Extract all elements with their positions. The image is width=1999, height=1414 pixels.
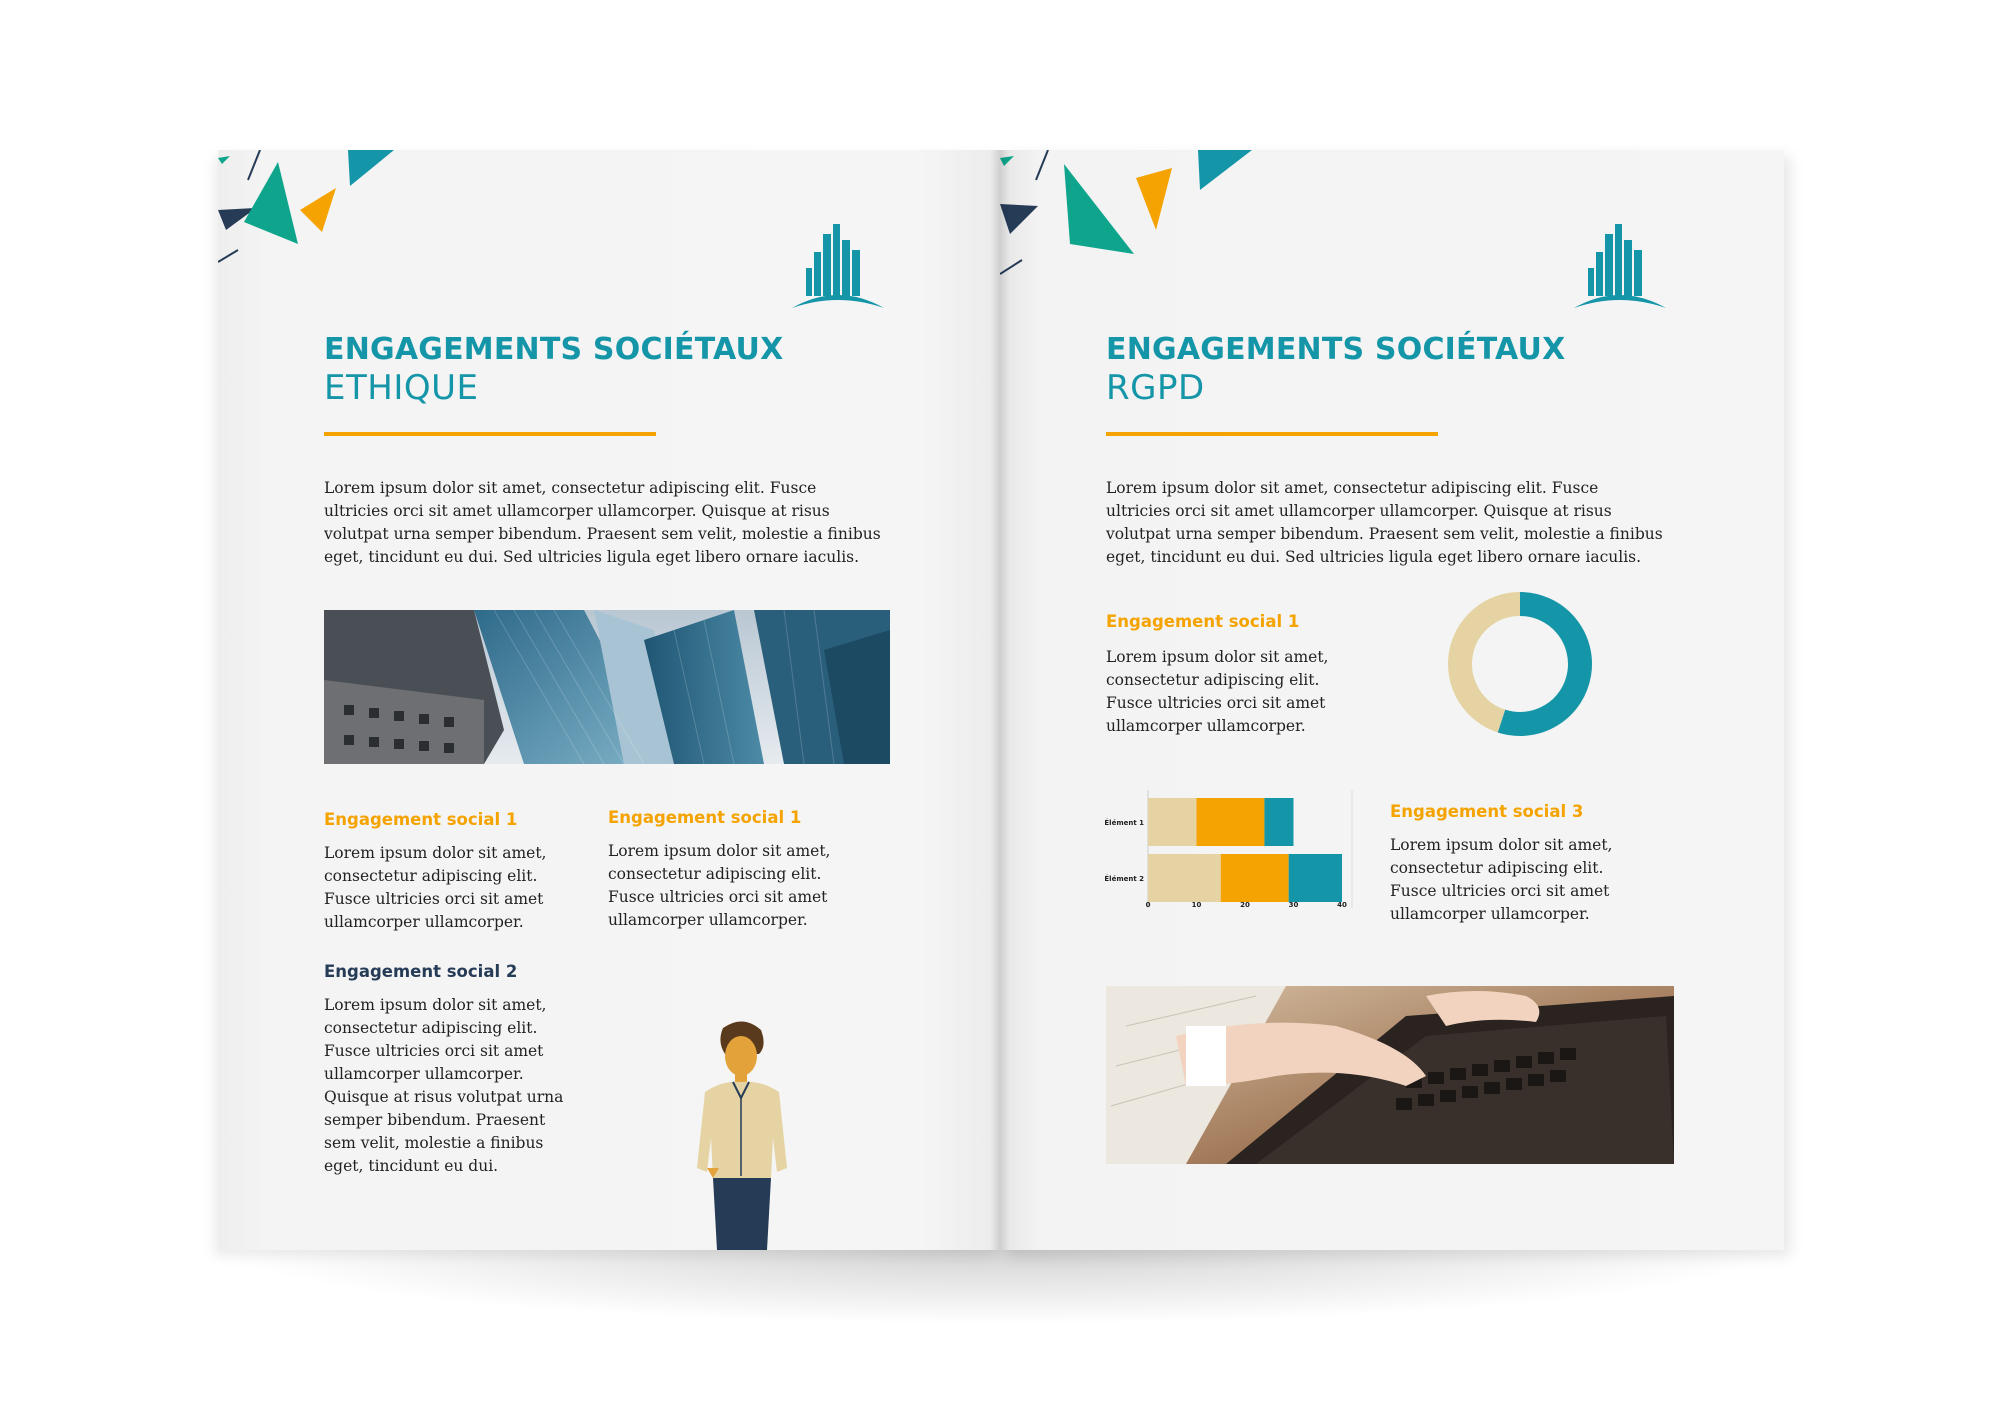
bar-category-label: Élément 2 [1104,875,1144,883]
page-title: ENGAGEMENTS SOCIÉTAUX [324,332,784,367]
bar-segment [1289,854,1342,902]
book-spine [990,150,1010,1250]
block2-text: Lorem ipsum dolor sit amet, consectetur adipiscing elit. Fusce ultricies orci sit amet ullamcorper ullamcorper. [608,842,831,929]
bar-tick-label: 10 [1191,901,1202,909]
triangle-decoration-icon [1000,150,1260,280]
block3-heading: Engagement social 2 [324,962,518,981]
bar-tick-label: 20 [1240,901,1250,909]
right-page [1000,150,1784,1250]
block3-text: Lorem ipsum dolor sit amet, consectetur adipiscing elit. Fusce ultricies orci sit amet ullamcorper ullamcorper. Quisque at risus volutpat urna semper bibendum. Praesent sem velit, molestie a finibus eget, tincidunt eu dui. [324,996,564,1175]
left-page [218,150,1000,1250]
block2-heading: Engagement social 1 [608,808,802,827]
intro-paragraph: Lorem ipsum dolor sit amet, consectetur adipiscing elit. Fusce ultricies orci sit amet ullamcorper ullamcorper. Quisque at risus volutpat urna semper bibendum. Praesent sem velit, molestie a finibus eget, tincidunt eu dui. Sed ultricies ligula eget libero ornare iaculis. [1106,479,1663,566]
title-underline [1106,432,1438,436]
page-title: ENGAGEMENTS SOCIÉTAUX [1106,332,1566,367]
donut-slice-1 [1501,604,1580,724]
title-underline [324,432,656,436]
block1-heading: Engagement social 1 [1106,612,1300,631]
bar-category-label: Élément 1 [1104,819,1144,827]
city-buildings-logo-icon [790,220,886,310]
block1-text: Lorem ipsum dolor sit amet, consectetur adipiscing elit. Fusce ultricies orci sit amet ullamcorper ullamcorper. [1106,648,1329,735]
page-subtitle: RGPD [1106,368,1205,408]
typing-on-keyboard-photo [1106,986,1674,1164]
block1-heading: Engagement social 1 [324,810,518,829]
block1-text: Lorem ipsum dolor sit amet, consectetur adipiscing elit. Fusce ultricies orci sit amet ullamcorper ullamcorper. [324,844,547,931]
stacked-bar-chart [1104,790,1364,910]
person-illustration-icon [683,1018,803,1250]
bar-tick-label: 40 [1337,901,1347,909]
bar-segment [1264,798,1293,846]
triangle-decoration-icon [218,150,478,280]
city-buildings-logo-icon [1572,220,1668,310]
bar-segment [1197,798,1265,846]
donut-slice-2 [1460,604,1520,721]
intro-paragraph: Lorem ipsum dolor sit amet, consectetur adipiscing elit. Fusce ultricies orci sit amet ullamcorper ullamcorper. Quisque at risus volutpat urna semper bibendum. Praesent sem velit, molestie a finibus eget, tincidunt eu dui. Sed ultricies ligula eget libero ornare iaculis. [324,479,881,566]
page-subtitle: ETHIQUE [324,368,479,408]
bar-segment [1148,798,1197,846]
bar-tick-label: 30 [1288,901,1299,909]
block3-heading: Engagement social 3 [1390,802,1584,821]
block3-text: Lorem ipsum dolor sit amet, consectetur adipiscing elit. Fusce ultricies orci sit amet ullamcorper ullamcorper. [1390,836,1613,923]
bar-tick-label: 0 [1145,901,1151,909]
bar-segment [1148,854,1221,902]
bar-segment [1221,854,1289,902]
skyscrapers-photo [324,610,890,764]
donut-chart [1440,584,1600,744]
